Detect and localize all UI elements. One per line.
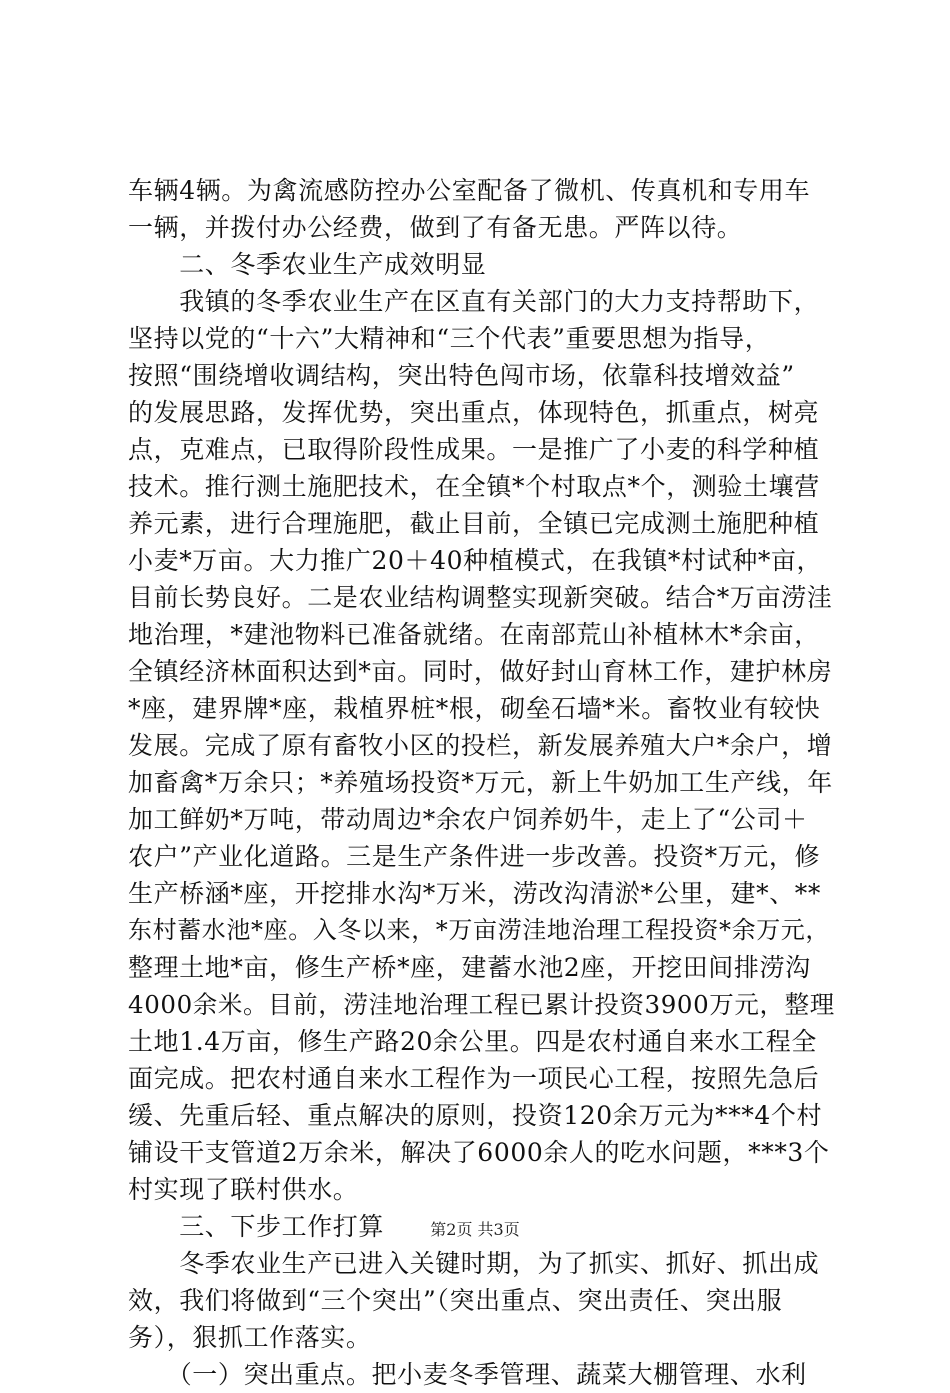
text-line: 车辆4辆。为禽流感防控办公室配备了微机、传真机和专用车 [128, 176, 811, 205]
text-line: 地治理，*建池物料已准备就绪。在南部荒山补植林木*余亩， [128, 620, 820, 649]
text-line: 农户”产业化道路。三是生产条件进一步改善。投资*万元，修 [128, 842, 821, 871]
text-line: 我镇的冬季农业生产在区直有关部门的大力支持帮助下， [128, 287, 820, 316]
text-line: 一辆，并拨付办公经费，做到了有备无患。严阵以待。 [128, 213, 743, 242]
body-text [128, 172, 838, 1393]
text-line: 面完成。把农村通自来水工程作为一项民心工程，按照先急后 [128, 1064, 820, 1093]
text-line: 养元素，进行合理施肥，截止目前，全镇已完成测土施肥种植 [128, 509, 820, 538]
text-line: 技术。推行测土施肥技术，在全镇*个村取点*个，测验土壤营 [128, 472, 820, 501]
text-line: 4000余米。目前，涝洼地治理工程已累计投资3900万元，整理 [128, 990, 835, 1019]
text-line: 小麦*万亩。大力推广20＋40种植模式，在我镇*村试种*亩， [128, 546, 823, 575]
text-line: （一）突出重点。把小麦冬季管理、蔬菜大棚管理、水利 [128, 1360, 807, 1389]
text-line: 整理土地*亩，修生产桥*座，建蓄水池2座，开挖田间排涝沟 [128, 953, 811, 982]
section-heading: 二、冬季农业生产成效明显 [128, 250, 487, 279]
text-line: 加工鲜奶*万吨，带动周边*余农户饲养奶牛，走上了“公司＋ [128, 805, 808, 834]
text-line: 目前长势良好。二是农业结构调整实现新突破。结合*万亩涝洼 [128, 583, 833, 612]
text-line: 冬季农业生产已进入关键时期，为了抓实、抓好、抓出成 [128, 1249, 820, 1278]
text-line: 坚持以党的“十六”大精神和“三个代表”重要思想为指导， [128, 324, 771, 353]
text-line: 点，克难点，已取得阶段性成果。一是推广了小麦的科学种植 [128, 435, 820, 464]
page-number-footer: 第2页 共3页 [430, 1220, 520, 1239]
text-line: 加畜禽*万余只；*养殖场投资*万元，新上牛奶加工生产线，年 [128, 768, 833, 797]
text-line: 缓、先重后轻、重点解决的原则，投资120余万元为***4个村 [128, 1101, 823, 1130]
text-line: 按照“围绕增收调结构，突出特色闯市场，依靠科技增效益” [128, 361, 795, 390]
text-line: 村实现了联村供水。 [128, 1175, 359, 1204]
text-line: *座，建界牌*座，栽植界桩*根，砌垒石墙*米。畜牧业有较快 [128, 694, 821, 723]
text-line: 的发展思路，发挥优势，突出重点，体现特色，抓重点，树亮 [128, 398, 820, 427]
text-line: 效，我们将做到“三个突出”（突出重点、突出责任、突出服 [128, 1286, 783, 1315]
text-line: 生产桥涵*座，开挖排水沟*万米，涝改沟清淤*公里，建*、** [128, 879, 822, 908]
text-line: 全镇经济林面积达到*亩。同时，做好封山育林工作，建护林房 [128, 657, 833, 686]
text-line: 东村蓄水池*座。入冬以来，*万亩涝洼地治理工程投资*余万元， [128, 916, 830, 944]
text-line: 发展。完成了原有畜牧小区的投栏，新发展养殖大户*余户，增 [128, 731, 833, 760]
text-line: 铺设干支管道2万余米，解决了6000余人的吃水问题，***3个 [128, 1138, 830, 1167]
text-line: 土地1.4万亩，修生产路20余公里。四是农村通自来水工程全 [128, 1027, 817, 1056]
text-line: 务），狠抓工作落实。 [128, 1323, 372, 1352]
section-heading: 三、下步工作打算 [128, 1212, 385, 1241]
